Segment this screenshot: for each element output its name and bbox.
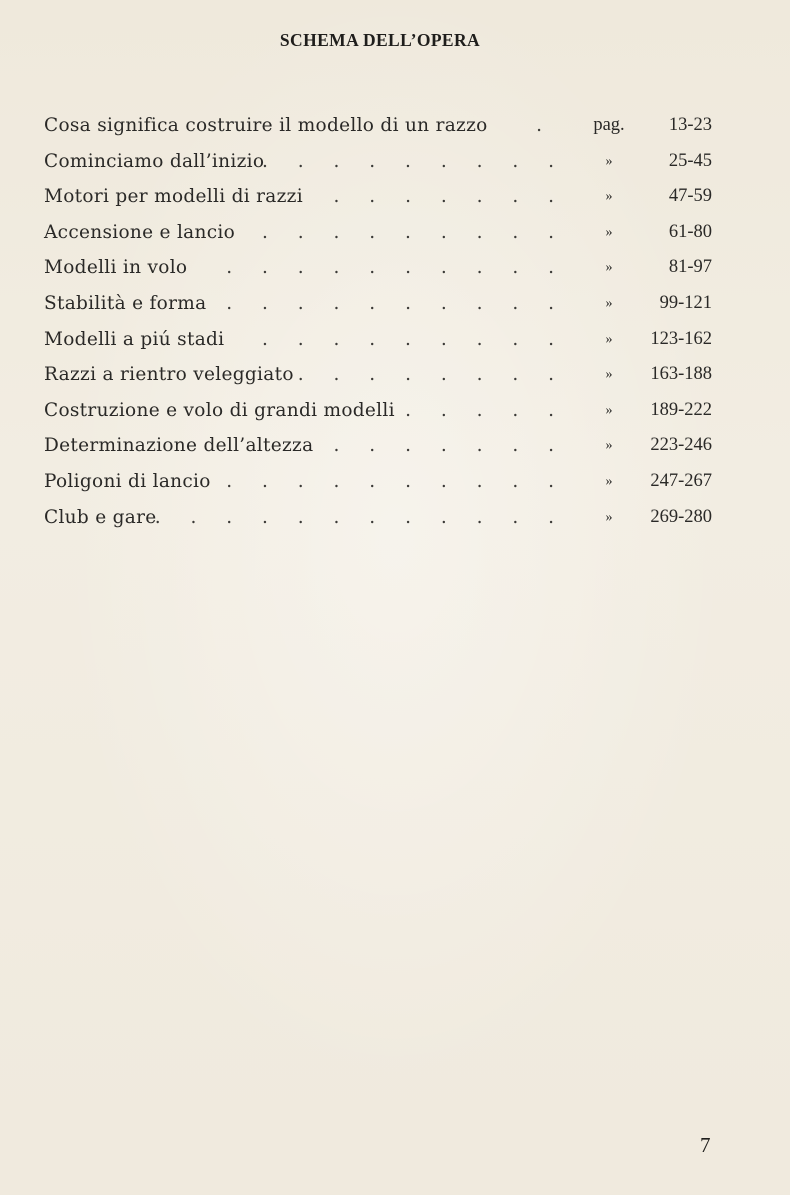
toc-entry-leader: . . . . . . . . . (262, 150, 566, 172)
toc-entry-marker: » (605, 224, 613, 240)
toc-entry (44, 179, 724, 215)
toc-entry (44, 464, 724, 500)
toc-entry (44, 357, 724, 393)
toc-entry-leader: . . . . . . . . . . (226, 257, 566, 279)
toc-entry-title: Accensione e lancio (44, 221, 236, 243)
toc-entry-marker: » (605, 153, 613, 169)
toc-entry-title: Cosa significa costruire il modello di un razzo (44, 115, 488, 136)
toc-entry-marker: pag. (593, 115, 625, 135)
toc-entry-title: Modelli a piú stadi (44, 328, 225, 350)
toc-entry (44, 215, 724, 251)
toc-entry-marker: » (605, 438, 613, 454)
toc-entry-pages: 13-23 (668, 115, 712, 135)
toc-entry (44, 108, 724, 144)
toc-entry-leader: . . . . . . . . . . . . (154, 506, 566, 528)
toc-entry-marker: » (605, 367, 613, 383)
toc-entry-marker: » (605, 295, 613, 311)
toc-entry-marker: » (605, 189, 613, 205)
toc-entry (44, 144, 724, 180)
toc-entry-leader: . (536, 115, 554, 136)
toc-entry-pages: 61-80 (668, 221, 712, 242)
table-of-contents (44, 108, 724, 535)
toc-entry-title: Modelli in volo (44, 257, 188, 279)
toc-entry-leader: . . . . . . . . . (262, 221, 566, 243)
page-title: SCHEMA DELL’OPERA (279, 30, 481, 50)
toc-entry-pages: 81-97 (668, 257, 712, 278)
toc-entry-leader: . . . . . . . . (297, 364, 566, 386)
toc-entry-title: Stabilità e forma (44, 292, 207, 314)
toc-entry-marker: » (605, 402, 613, 418)
toc-entry-title: Cominciamo dall’inizio (44, 150, 265, 172)
toc-entry-title: Costruzione e volo di grandi modelli (44, 399, 395, 421)
toc-entry-pages: 163-188 (650, 364, 712, 385)
toc-entry-pages: 223-246 (650, 435, 712, 456)
toc-entry-pages: 25-45 (668, 150, 712, 171)
toc-entry-leader: . . . . . . . . . (262, 328, 566, 350)
toc-entry (44, 428, 724, 464)
toc-entry-marker: » (605, 260, 613, 276)
toc-entry-pages: 269-280 (650, 506, 712, 527)
toc-entry-title: Razzi a rientro veleggiato (44, 364, 294, 386)
toc-entry (44, 286, 724, 322)
toc-entry-leader: . . . . . . . . . . (226, 292, 566, 314)
page-number: 7 (700, 1133, 711, 1157)
toc-entry-pages: 247-267 (650, 470, 712, 491)
toc-entry-title: Determinazione dell’altezza (44, 435, 314, 457)
toc-entry-leader: . . . . . (405, 399, 566, 421)
toc-entry-leader: . . . . . . . (333, 435, 566, 457)
toc-entry (44, 250, 724, 286)
toc-entry-marker: » (605, 331, 613, 347)
toc-entry-pages: 189-222 (650, 399, 712, 420)
toc-entry-leader: . . . . . . . . . . (226, 470, 566, 492)
toc-entry-title: Club e gare (44, 506, 157, 528)
toc-entry-pages: 123-162 (650, 328, 712, 349)
toc-entry (44, 322, 724, 358)
toc-entry-marker: » (605, 509, 613, 525)
toc-entry-pages: 47-59 (668, 186, 712, 207)
toc-entry-title: Poligoni di lancio (44, 470, 211, 492)
toc-entry (44, 500, 724, 536)
toc-entry-title: Motori per modelli di razzi (44, 186, 303, 208)
toc-entry-leader: . . . . . . . (333, 186, 566, 208)
toc-entry-pages: 99-121 (659, 292, 712, 313)
toc-entry (44, 393, 724, 429)
toc-entry-marker: » (605, 473, 613, 489)
